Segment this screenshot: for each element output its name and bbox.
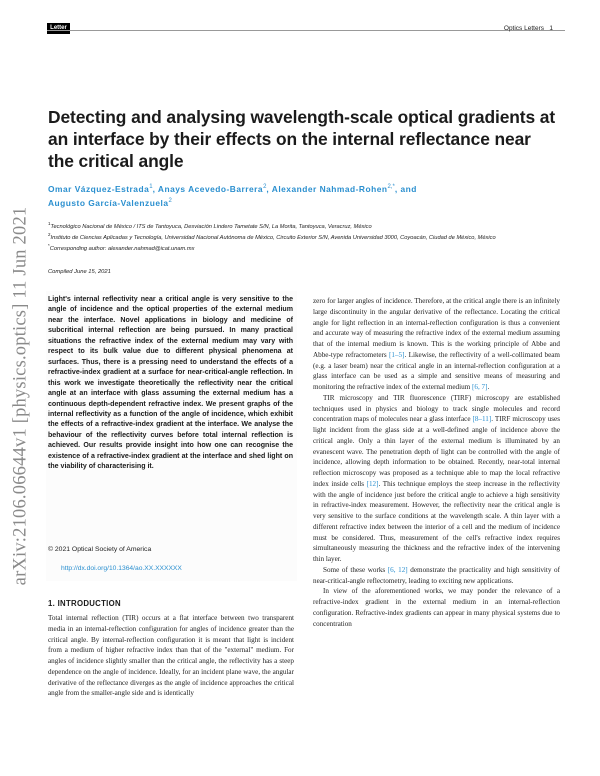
header-rule xyxy=(47,30,565,31)
author-conjunction: , and xyxy=(394,183,417,194)
corresponding-author: Corresponding author: alexander.nahmad@icat.unam.mx xyxy=(49,246,195,253)
affiliation-text: Instituto de Ciencias Aplicadas y Tecnología, Universidad Nacional Autónoma de México, Circuito Exterior S/N, Avenida Universidad 3000, Coyoacán, Ciudad de México, México xyxy=(50,235,496,242)
affil-mark: * xyxy=(48,243,50,249)
paragraph: In view of the aforementioned works, we may ponder the relevance of a refractive-index gradient in the external medium in an internal-reflection configuration. Refractive-index gradients can appear in many physical systems due to concentration xyxy=(313,587,560,628)
citation-link[interactable]: [12] xyxy=(366,479,379,488)
affiliation-text: Tecnológico Nacional de México / ITS de Tantoyuca, Desviación Lindero Tametate S/N, La Morita, Tantoyuca, Veracruz, México xyxy=(50,223,372,230)
paragraph: Total internal reflection (TIR) occurs at a flat interface between two transparent media in an internal-reflection configuration for angles of incidence greater than the critical angle. By internal-reflection configuration it is meant that light is incident from a medium of higher refractive index than that of the "external" medium. For angles of incidence slightly smaller than the critical angle, the reflectivity has a steep dependence on the angle of incidence. Ideally, for an incident plane wave, the angular derivative of the reflectance diverges as the angle of incidence approaches the critical angle from the smaller-angle side and is identically xyxy=(48,614,294,698)
right-column xyxy=(313,296,560,629)
author-affil-mark: 2,* xyxy=(387,184,395,190)
author-name: Alexander Nahmad-Rohen xyxy=(271,183,388,194)
citation-link[interactable]: [8–11] xyxy=(472,415,492,424)
author-name: Omar Vázquez-Estrada xyxy=(48,183,150,194)
paragraph: zero for larger angles of incidence. Therefore, at the critical angle there is an infinitely large discontinuity in the angular derivative of the reflectance. Locating the critical angle for light reflection in an internal-reflection configuration is thus a convenient and accurate way of measuring the refractive index of the external medium assuming that of the internal medium is known. This is the working principle of Abbe and Abbe-type refractometers [1–5]. Likewise, the reflectivity of a well-collimated beam (e.g. a laser beam) near the critical angle in an internal-reflection configuration at a glass interface can be used as a simple and sensitive means of measuring and monitoring the refractive index of the external medium [6, 7]. xyxy=(313,297,560,391)
author-list: Omar Vázquez-Estrada$^1$, Anays Acevedo-Barrera$^2$, Alexander Nahmad-Rohen$^{2,*}$, and Augusto García-Valenzuela$^2$ xyxy=(48,183,417,208)
affil-mark: 2 xyxy=(48,232,51,238)
citation-link[interactable]: [1–5] xyxy=(389,350,405,359)
citation-link[interactable]: [6, 12] xyxy=(387,565,408,574)
author-affil-mark: 2 xyxy=(263,184,267,190)
author-name: Anays Acevedo-Barrera xyxy=(157,183,264,194)
abstract: Light's internal reflectivity near a critical angle is very sensitive to the angle of incidence and the optical properties of the external medium near the interface. Novel applications in biology and medicine of subcritical internal reflection are being pursued. In many practical situations the refractive index of the external medium may vary with respect to its bulk value due to different physical phenomena at surfaces. Thus, there is a pressing need to understand the effects of a refractive-index gradient at a surface for near-critical-angle reflection. In this work we investigate theoretically the reflectivity near the critical angle at an interface with glass assuming the external medium has a continuous depth-dependent refractive index. We present graphs of the internal reflectivity as a function of the angle of incidence, which exhibit the effects of a refractive-index gradient at the interface. We analyse the behaviour of the reflectivity curves before total internal reflection is achieved. Our results provide insight into how one can recognise the existence of a refractive-index gradient at the interface and shed light on the viability of characterising it. xyxy=(48,296,293,471)
doi-link[interactable]: http://dx.doi.org/10.1364/ao.XX.XXXXXX xyxy=(61,565,182,572)
arxiv-stamp xyxy=(6,196,36,596)
author-affil-mark: 2 xyxy=(168,198,172,205)
author-affil-mark: 1 xyxy=(149,184,153,190)
intro-left-column xyxy=(48,613,294,699)
page-number: 1 xyxy=(549,25,553,32)
arxiv-stamp-text: arXiv:2106.06644v1 [physics.optics] 11 Jun 2021 xyxy=(10,206,31,586)
article-type-badge: Letter xyxy=(47,23,70,34)
affiliations xyxy=(48,220,568,254)
paragraph: Some of these works [6, 12] demonstrate the practicality and high sensitivity of near-critical-angle reflectometry, leading to exciting new applications. xyxy=(313,565,561,585)
journal-name: Optics Letters xyxy=(503,25,544,32)
citation-link[interactable]: [6, 7] xyxy=(472,383,488,391)
paragraph: TIR microscopy and TIR fluorescence (TIRF) microscopy are established techniques used in physics and biology to track single molecules and record concentration maps of molecules near a glass interface [8–11]. TIRF microscopy uses light incident from the glass side at a well-defined angle of incidence above the critical angle. Only a thin layer of the external medium is illuminated by an evanescent wave. The penetration depth of light can be controlled with the angle of incidence, allowing depth information to be obtained. Recently, near-total internal reflection microscopy was proposed as a technique able to map the local refractive index inside cells [12]. This technique employs the steep increase in the reflectivity with the angle of incidence just before the critical angle to achieve a high sensitivity in refractive-index measurement. However, the reflectivity near the critical angle is very sensitive to the surface conditions at the wavelength scale. A thin layer with a different refractive index between the interior of a cell and the medium of incidence must be considered. Thus, measurement of the cell's refractive index requires simultaneously measuring the thickness and the refractive index of the intervening thin layer. xyxy=(313,393,560,563)
author-name: Augusto García-Valenzuela xyxy=(48,197,169,208)
affil-mark: 1 xyxy=(48,221,51,226)
compiled-date: Compiled June 15, 2021 xyxy=(48,269,111,275)
section-heading: 1. INTRODUCTION xyxy=(48,599,121,608)
copyright: © 2021 Optical Society of America xyxy=(48,546,152,553)
paper-title: Detecting and analysing wavelength-scale optical gradients at an interface by their effects on the internal reflectance near the critical angle xyxy=(48,107,556,171)
